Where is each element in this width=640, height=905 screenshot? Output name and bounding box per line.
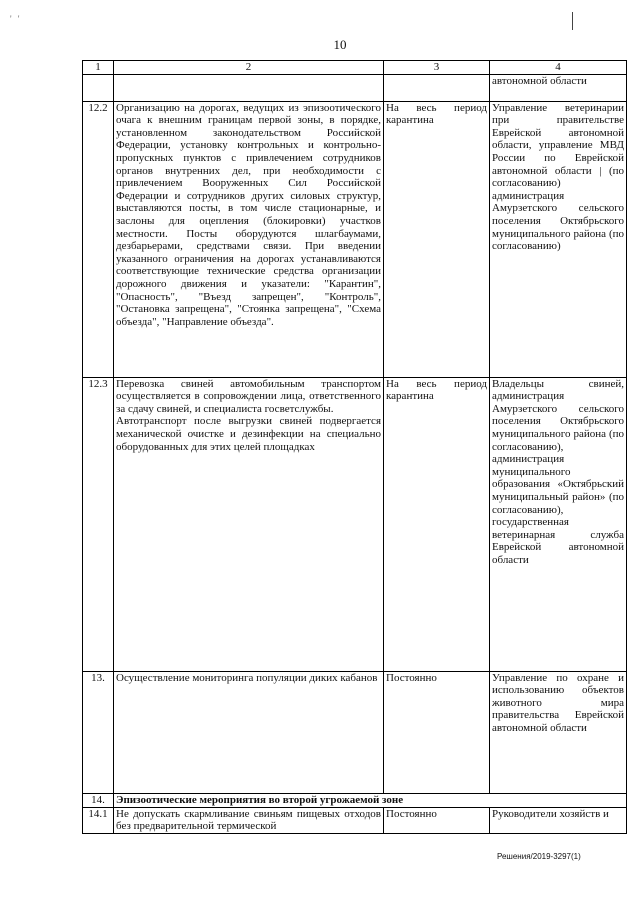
table-row bbox=[83, 377, 627, 671]
section-heading: Эпизоотические мероприятия во второй угрожаемой зоне bbox=[114, 793, 627, 807]
number-cell: 14. bbox=[83, 793, 114, 807]
scan-edge-line bbox=[572, 12, 573, 30]
term-cell: На весь период карантина bbox=[384, 377, 490, 671]
header-cell: 4 bbox=[490, 61, 627, 75]
action-cell bbox=[114, 74, 384, 101]
responsible-cell: Владельцы свиней, администрация Амурзетского сельского поселения Октябрьского муниципального района (по согласованию), администрация муниципального образования «Октябрьский муниципальный район» (по согласованию), государственная ветеринарная служба Еврейской автономной области bbox=[490, 377, 627, 671]
action-text-2: Автотранспорт после выгрузки свиней подвергается механической очистке и дезинфекции на специально оборудованных для этих целей площадках bbox=[116, 415, 381, 453]
section-row bbox=[83, 793, 627, 807]
number-cell: 12.3 bbox=[83, 377, 114, 671]
table-row bbox=[83, 101, 627, 377]
scan-corner-mark: ' ' bbox=[10, 14, 22, 24]
table-row bbox=[83, 74, 627, 101]
header-row bbox=[83, 61, 627, 75]
action-cell: Организацию на дорогах, ведущих из эпизоотического очага к внешним границам первой зоны, в порядке, установленном законодательством Российской Федерации, установку контрольных и контрольно-пропускных пунктов с привлечением сотрудников органов внутренних дел, при необходимости с привлечением Вооруженных Сил Российской Федерации и сотрудников других силовых структур, выставляются посты, в том числе стационарные, и заслоны для оцепления (блокировки) участков местности. Посты оборудуются шлагбаумами, дезбарьерами, средствами связи. При введении указанного ограничения на дорогах устанавливаются соответствующие технические средства организации дорожного движения и указатели: "Карантин", "Опасность", "Въезд запрещен", "Контроль", "Остановка запрещена", "Стоянка запрещена", "Схема объезда", "Направление объезда". bbox=[114, 101, 384, 377]
header-cell: 3 bbox=[384, 61, 490, 75]
number-cell: 12.2 bbox=[83, 101, 114, 377]
action-cell bbox=[114, 377, 384, 671]
number-cell: 14.1 bbox=[83, 807, 114, 833]
action-cell: Осуществление мониторинга популяции диких кабанов bbox=[114, 671, 384, 793]
term-cell bbox=[384, 74, 490, 101]
responsible-cell: Руководители хозяйств и bbox=[490, 807, 627, 833]
term-cell: На весь период карантина bbox=[384, 101, 490, 377]
header-cell: 2 bbox=[114, 61, 384, 75]
number-cell: 13. bbox=[83, 671, 114, 793]
header-cell: 1 bbox=[83, 61, 114, 75]
responsible-cell: Управление по охране и использованию объектов животного мира правительства Еврейской автономной области bbox=[490, 671, 627, 793]
page-number: 10 bbox=[333, 37, 347, 52]
number-cell bbox=[83, 74, 114, 101]
action-text: Перевозка свиней автомобильным транспортом осуществляется в сопровождении лица, ответственного за сдачу свиней, и специалиста госветслужбы. bbox=[116, 377, 381, 415]
term-cell: Постоянно bbox=[384, 807, 490, 833]
document-footer-id: Решения/2019-3297(1) bbox=[497, 852, 581, 861]
measures-table bbox=[82, 60, 627, 834]
responsible-cell: автономной области bbox=[490, 74, 627, 101]
table-row bbox=[83, 807, 627, 833]
term-cell: Постоянно bbox=[384, 671, 490, 793]
action-cell: Не допускать скармливание свиньям пищевых отходов без предварительной термической bbox=[114, 807, 384, 833]
table-row bbox=[83, 671, 627, 793]
responsible-cell: Управление ветеринарии при правительстве Еврейской автономной области, управление МВД России по Еврейской автономной области | (по согласованию) администрация Амурзетского сельского поселения Октябрьского муниципального района (по согласованию) bbox=[490, 101, 627, 377]
